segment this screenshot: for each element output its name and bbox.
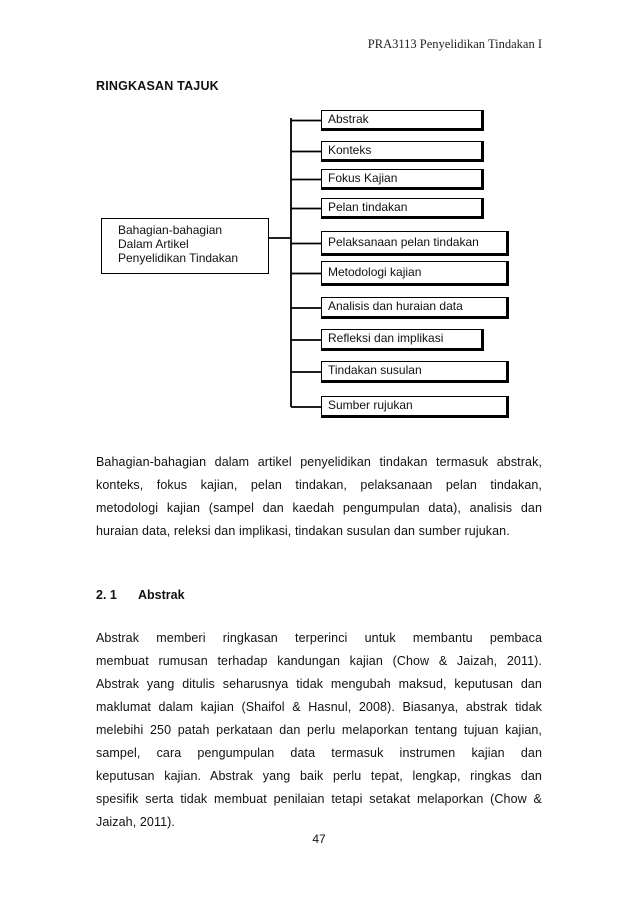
article-structure-diagram	[0, 0, 638, 440]
abstract-paragraph	[96, 627, 542, 834]
diagram-connectors	[0, 0, 638, 440]
paragraph-line: spesifik serta tidak membuat penilaian tetapi setakat melaporkan (Chow &	[96, 792, 542, 806]
paragraph-line: huraian data, releksi dan implikasi, tindakan susulan dan sumber rujukan.	[96, 524, 510, 538]
branch-sumber-rujukan: Sumber rujukan	[321, 396, 509, 418]
branch-metodologi: Metodologi kajian	[321, 261, 509, 286]
branch-fokus-kajian: Fokus Kajian	[321, 169, 484, 190]
branch-konteks: Konteks	[321, 141, 484, 162]
running-header: PRA3113 Penyelidikan Tindakan I	[367, 37, 542, 51]
paragraph-line: sampel, cara pengumpulan data termasuk instrumen kajian dan	[96, 746, 542, 760]
paragraph-line: Abstrak yang ditulis seharusnya tidak mengubah maksud, keputusan dan	[96, 677, 542, 691]
branch-pelan-tindakan: Pelan tindakan	[321, 198, 484, 219]
paragraph-line: keputusan kajian. Abstrak yang baik perlu tepat, lengkap, ringkas dan	[96, 769, 542, 783]
branch-analisis: Analisis dan huraian data	[321, 297, 509, 319]
paragraph-line: metodologi kajian (sampel dan kaedah pengumpulan data), analisis dan	[96, 501, 542, 515]
paragraph-line: membuat rumusan terhadap kandungan kajian (Chow & Jaizah, 2011).	[96, 654, 542, 668]
paragraph-line: Bahagian-bahagian dalam artikel penyelidikan tindakan termasuk abstrak,	[96, 455, 542, 469]
branch-abstrak: Abstrak	[321, 110, 484, 131]
branch-pelaksanaan: Pelaksanaan pelan tindakan	[321, 231, 509, 256]
section-heading: RINGKASAN TAJUK	[96, 79, 219, 93]
page-number: 47	[312, 832, 326, 846]
branch-tindakan-susulan: Tindakan susulan	[321, 361, 509, 383]
root-label-line: Bahagian-bahagian	[118, 223, 223, 237]
subsection-number: 2. 1	[96, 588, 117, 602]
root-label-line: Dalam Artikel	[118, 237, 189, 251]
paragraph-line: Jaizah, 2011).	[96, 815, 175, 829]
branch-refleksi: Refleksi dan implikasi	[321, 329, 484, 351]
root-label-line: Penyelidikan Tindakan	[118, 251, 239, 265]
paragraph-line: melebihi 250 patah perkataan dan perlu melaporkan tentang tujuan kajian,	[96, 723, 542, 737]
intro-paragraph	[96, 451, 542, 543]
paragraph-line: maklumat dalam kajian (Shaifol & Hasnul, 2008). Biasanya, abstrak tidak	[96, 700, 542, 714]
paragraph-line: Abstrak memberi ringkasan terperinci untuk membantu pembaca	[96, 631, 542, 645]
subsection-title: Abstrak	[138, 588, 185, 602]
root-node	[101, 218, 269, 274]
paragraph-line: konteks, fokus kajian, pelan tindakan, pelaksanaan pelan tindakan,	[96, 478, 542, 492]
